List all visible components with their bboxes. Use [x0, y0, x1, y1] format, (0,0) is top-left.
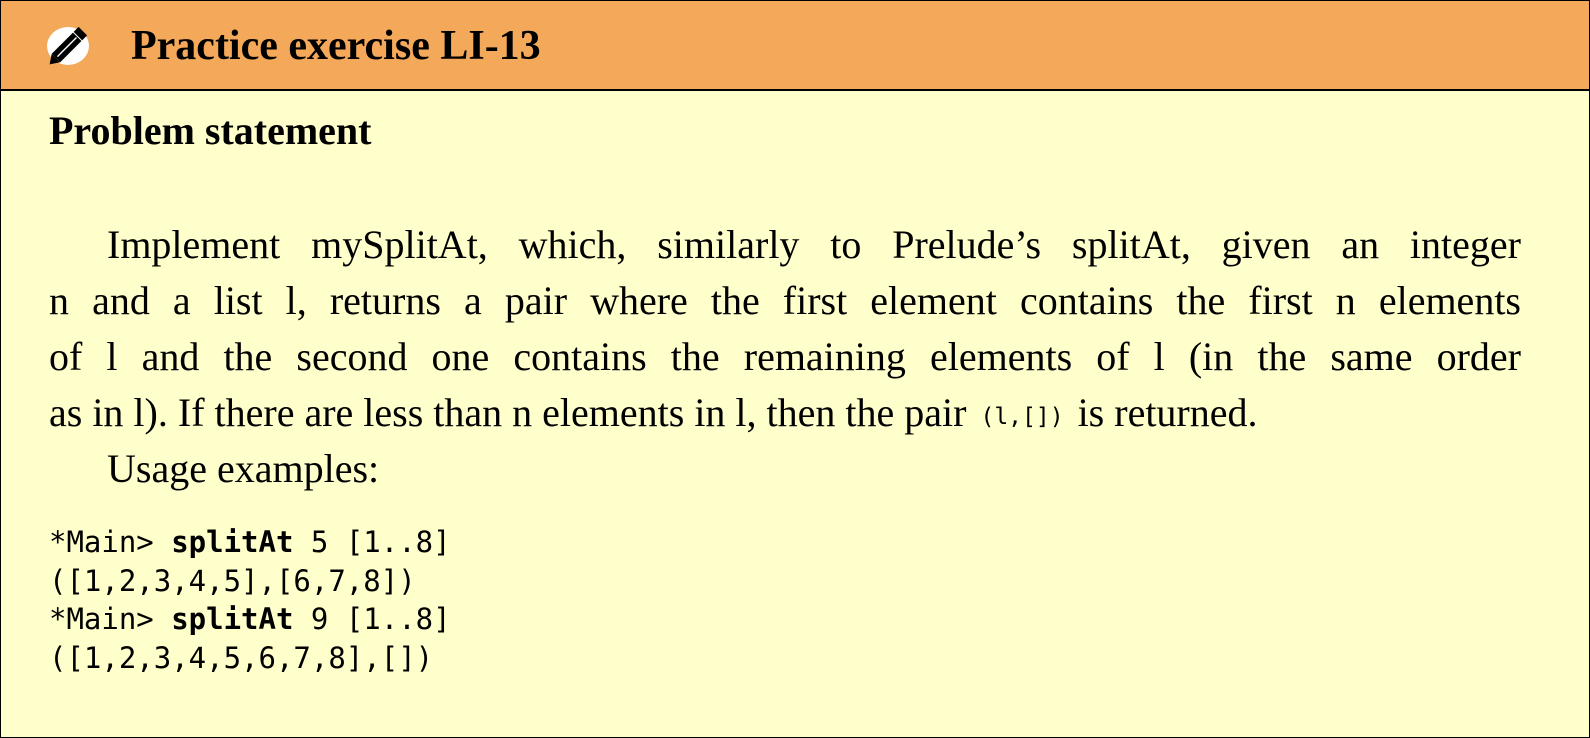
- exercise-title: Practice exercise LI-13: [131, 23, 541, 69]
- paragraph-line-3: of l and the second one contains the remaining elements of l (in the same order: [49, 334, 1521, 379]
- exercise-header: [1, 1, 1589, 91]
- code-example-block: [49, 523, 451, 677]
- inline-code-pair: (l,[]): [980, 404, 1064, 430]
- code-line: [49, 600, 451, 639]
- usage-label: Usage examples:: [107, 446, 380, 491]
- pencil-icon: [45, 25, 91, 67]
- paragraph-line-4-text-before: as in l). If there are less than n elements in l, then the pair: [49, 390, 967, 435]
- code-args: 5 [1..8]: [293, 525, 451, 559]
- code-prompt: *Main>: [49, 525, 172, 559]
- paragraph-line-4-text-after: is returned.: [1077, 390, 1258, 435]
- section-title: Problem statement: [49, 108, 372, 153]
- paragraph-line-4: [49, 387, 1258, 443]
- code-output: ([1,2,3,4,5,6,7,8],[]): [49, 640, 434, 675]
- code-args: 9 [1..8]: [293, 602, 451, 636]
- paragraph-line-1: Implement mySplitAt, which, similarly to Prelude’s splitAt, given an integer: [107, 222, 1521, 267]
- paragraph-line-2: n and a list l, returns a pair where the first element contains the first n elements: [49, 278, 1521, 323]
- code-command: splitAt: [171, 602, 294, 636]
- code-command: splitAt: [171, 525, 294, 559]
- code-prompt: *Main>: [49, 602, 172, 636]
- code-line: [49, 523, 451, 562]
- code-output: ([1,2,3,4,5],[6,7,8]): [49, 563, 416, 598]
